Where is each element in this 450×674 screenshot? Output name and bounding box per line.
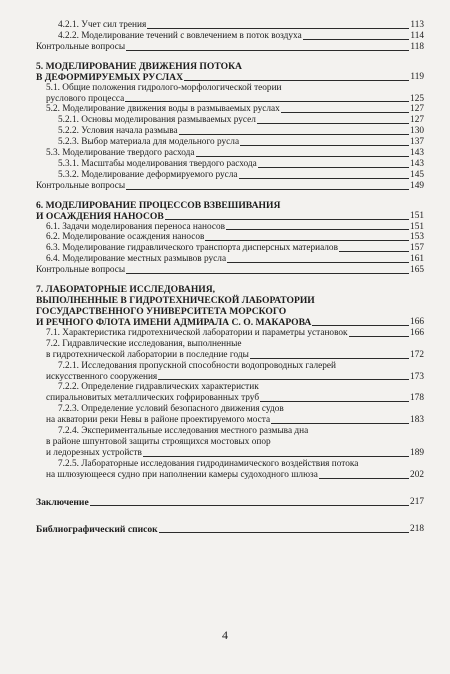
toc-entry-title: на шлюзующееся судно при наполнении камеры судоходного шлюза <box>46 469 318 480</box>
leader-line <box>165 219 409 220</box>
toc-entry-title: 5.3.1. Масштабы моделирования твердого расхода <box>58 158 257 169</box>
chapter-title-row <box>36 211 424 222</box>
toc-entry <box>36 148 424 159</box>
toc-entry-title: Контрольные вопросы <box>36 41 126 52</box>
leader-line <box>226 229 409 230</box>
toc-entry-title: искусственного сооружения <box>46 371 158 382</box>
toc-entry-title: 7.2. Гидравлические исследования, выполненные <box>46 338 242 349</box>
toc-entry <box>36 20 424 31</box>
leader-line <box>258 167 409 168</box>
toc-entry-title: Контрольные вопросы <box>36 180 126 191</box>
toc-entry-page: 114 <box>410 30 424 41</box>
leader-line <box>159 532 409 533</box>
toc-entry-title: 6.3. Моделирование гидравлического транспорта дисперсных материалов <box>46 243 338 254</box>
toc-entry-title: 5.3.2. Моделирование деформируемого русла <box>58 169 238 180</box>
leader-line <box>319 478 409 479</box>
leader-line <box>196 156 410 157</box>
toc-entry <box>36 393 424 404</box>
toc-entry-title: Библиографический список <box>36 523 158 535</box>
leader-line <box>143 456 409 457</box>
toc-entry-page: 143 <box>410 158 424 169</box>
toc-entry <box>36 448 424 459</box>
toc-entry <box>36 254 424 265</box>
toc-entry-title: 5.2. Моделирование движения воды в размываемых руслах <box>46 104 280 115</box>
toc-entry-page: 217 <box>410 496 424 507</box>
toc-entry-title: 7.2.5. Лабораторные исследования гидродинамического воздействия потока <box>58 458 359 469</box>
toc-entry <box>36 94 424 105</box>
toc-entry <box>36 104 424 115</box>
toc-entry-title: 7.2.2. Определение гидравлических характеристик <box>58 382 259 393</box>
toc-entry-title: Контрольные вопросы <box>36 265 126 276</box>
toc-entry <box>36 159 424 170</box>
toc-entry <box>36 328 424 339</box>
toc-entry <box>36 170 424 181</box>
toc-entry-page: 157 <box>410 243 424 254</box>
toc-entry-page: 183 <box>410 415 424 426</box>
leader-line <box>126 50 409 51</box>
toc-entry-page: 178 <box>410 393 424 404</box>
toc-entry-page: 137 <box>410 137 424 148</box>
toc-entry-title: 4.2.1. Учет сил трения <box>58 19 147 30</box>
toc-entry <box>36 222 424 233</box>
toc-entry-page: 143 <box>410 148 424 158</box>
toc-entry-page: 161 <box>410 254 424 265</box>
toc-entry-title: 5.2.3. Выбор материала для модельного русла <box>58 137 240 148</box>
toc-entry-title: 7.1. Характеристика гидротехнической лаборатории и параметры установок <box>46 328 348 339</box>
toc-entry-title: на акватории реки Невы в районе проектируемого моста <box>46 415 271 426</box>
toc-entry-title: и ледорезных устройств <box>46 447 142 458</box>
toc-entry-page: 125 <box>410 93 424 104</box>
toc-entry-title: 5.2.1. Основы моделирования размываемых русел <box>58 115 256 126</box>
leader-line <box>179 134 409 135</box>
leader-line <box>125 101 409 102</box>
chapter-title: ВЫПОЛНЕННЫЕ В ГИДРОТЕХНИЧЕСКОЙ ЛАБОРАТОРИИ <box>36 295 315 307</box>
toc-entry-page: 189 <box>410 447 424 458</box>
toc-entry-page: 127 <box>410 104 424 115</box>
toc-entry-page: 127 <box>410 115 424 126</box>
toc-entry-title: в гидротехнической лаборатории в последние годы <box>46 349 249 360</box>
toc-entry-title: 5.2.2. Условия начала размыва <box>58 126 178 137</box>
chapter-title: И ОСАЖДЕНИЯ НАНОСОВ <box>36 210 164 222</box>
toc-entry-title: 7.2.1. Исследования пропускной способности водопроводных галерей <box>58 360 336 371</box>
chapter-title: В ДЕФОРМИРУЕМЫХ РУСЛАХ <box>36 71 184 83</box>
toc-entry-title: спиральновитых металлических гофрированных труб <box>46 393 260 404</box>
leader-line <box>260 401 409 402</box>
toc-entry <box>36 232 424 243</box>
toc-entry <box>36 265 424 276</box>
toc-entry-title: руслового процесса <box>46 93 125 104</box>
toc-entry-page: 151 <box>410 210 424 221</box>
toc-entry-page: 149 <box>410 180 424 191</box>
toc-entry-page: 202 <box>410 469 424 480</box>
leader-line <box>158 379 409 380</box>
toc-entry-page: 165 <box>410 265 424 276</box>
toc-entry-page: 166 <box>410 328 424 339</box>
toc-entry <box>36 350 424 361</box>
leader-line <box>349 336 409 337</box>
toc-entry-page: 173 <box>410 371 424 382</box>
toc-entry-page: 113 <box>410 19 424 30</box>
chapter-title: И РЕЧНОГО ФЛОТА ИМЕНИ АДМИРАЛА С. О. МАКАРОВА <box>36 317 312 329</box>
chapter-title-row <box>36 72 424 83</box>
toc-entry <box>36 470 424 481</box>
toc-entry-conclusion <box>36 497 424 508</box>
leader-line <box>126 273 409 274</box>
page-number: 4 <box>222 628 228 642</box>
toc-entry-page: 151 <box>410 221 424 232</box>
toc-entry <box>36 372 424 383</box>
toc-entry-page: 153 <box>410 232 424 243</box>
chapter-title: 7. ЛАБОРАТОРНЫЕ ИССЛЕДОВАНИЯ, <box>36 284 216 296</box>
toc-entry <box>36 415 424 426</box>
table-of-contents <box>36 20 424 535</box>
toc-entry-title: 6.1. Задачи моделирования переноса наносов <box>46 221 226 232</box>
toc-entry-title: 5.1. Общие положения гидролого-морфологической теории <box>46 82 282 93</box>
leader-line <box>126 189 409 190</box>
leader-line <box>303 39 410 40</box>
leader-line <box>184 80 409 81</box>
leader-line <box>250 358 409 359</box>
toc-entry-page: 118 <box>410 41 424 52</box>
toc-entry-title: 7.2.3. Определение условий безопасного движения судов <box>58 404 284 415</box>
toc-entry-title: 6.2. Моделирование осаждения наносов <box>46 232 205 243</box>
leader-line <box>239 178 409 179</box>
toc-entry-page: 130 <box>410 126 424 137</box>
toc-entry-page: 145 <box>410 169 424 180</box>
toc-entry-title: 4.2.2. Моделирование течений с вовлечением в поток воздуха <box>58 30 302 41</box>
leader-line <box>271 423 409 424</box>
toc-entry-bibliography <box>36 524 424 535</box>
chapter-title: 6. МОДЕЛИРОВАНИЕ ПРОЦЕССОВ ВЗВЕШИВАНИЯ <box>36 199 281 211</box>
toc-entry-title: 6.4. Моделирование местных размывов русла <box>46 254 227 265</box>
toc-entry <box>36 115 424 126</box>
toc-entry <box>36 31 424 42</box>
toc-entry-title: 5.3. Моделирование твердого расхода <box>46 148 195 158</box>
toc-entry <box>36 181 424 192</box>
chapter-title-row <box>36 317 424 328</box>
leader-line <box>281 112 409 113</box>
toc-entry <box>36 137 424 148</box>
toc-entry-title: 7.2.4. Экспериментальные исследования местного размыва дна <box>58 426 309 437</box>
toc-entry <box>36 243 424 254</box>
toc-entry-page: 119 <box>410 71 424 82</box>
toc-entry-page: 172 <box>410 349 424 360</box>
toc-entry-title: Заключение <box>36 496 89 508</box>
leader-line <box>227 262 409 263</box>
toc-entry <box>36 126 424 137</box>
leader-line <box>205 240 409 241</box>
leader-line <box>240 145 409 146</box>
chapter-title: 5. МОДЕЛИРОВАНИЕ ДВИЖЕНИЯ ПОТОКА <box>36 60 242 72</box>
leader-line <box>147 28 409 29</box>
toc-entry <box>36 42 424 53</box>
leader-line <box>90 505 409 506</box>
chapter-title: ГОСУДАРСТВЕННОГО УНИВЕРСИТЕТА МОРСКОГО <box>36 306 287 318</box>
leader-line <box>339 251 409 252</box>
toc-entry-title: в районе шпунтовой защиты строящихся мостовых опор <box>46 436 271 447</box>
toc-entry-page: 166 <box>410 317 424 328</box>
leader-line <box>312 325 409 326</box>
leader-line <box>257 123 409 124</box>
toc-entry-page: 218 <box>410 523 424 534</box>
